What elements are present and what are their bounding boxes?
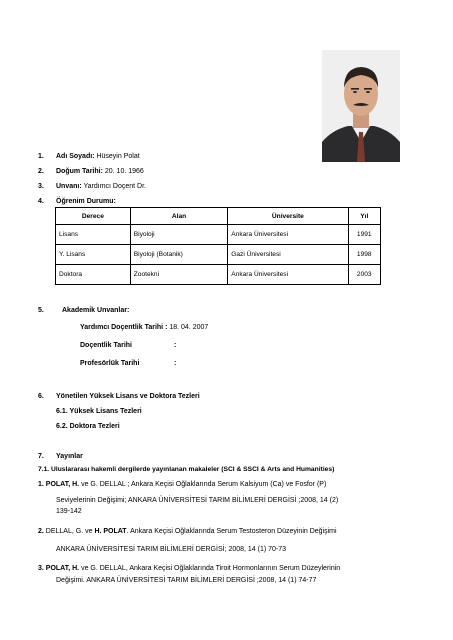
- asst-prof-label: Yardımcı Doçentlik Tarihi :: [80, 324, 168, 331]
- publication-2: [38, 527, 337, 537]
- name-label: Adı Soyadı:: [56, 153, 95, 160]
- portrait-illustration: [322, 50, 400, 162]
- pub-text: ve G. DELLAL, Ankara Keçisi Oğlaklarında Tiroit Hormonlarının Serum Düzeylerinin: [79, 565, 341, 572]
- prof-colon: :: [174, 360, 177, 367]
- item-number: 3.: [38, 183, 44, 190]
- title-label: Unvanı:: [56, 183, 82, 190]
- table-cell: Ankara Üniversitesi: [228, 265, 348, 285]
- pub-text: ve G. DELLAL ; Ankara Keçisi Oğlaklarında Serum Kalsiyum (Ca) ve Fosfor (P): [79, 481, 327, 488]
- title-value: Yardımcı Doçent Dr.: [83, 183, 147, 190]
- table-cell: Biyoloji: [130, 225, 228, 245]
- col-header: Üniversite: [228, 208, 348, 225]
- title-row: [56, 182, 146, 191]
- item-number: 6.: [38, 393, 44, 400]
- pub-number: 2.: [38, 528, 44, 535]
- birth-label: Doğum Tarihi:: [56, 168, 103, 175]
- table-cell: Doktora: [56, 265, 131, 285]
- asst-prof-value: 18. 04. 2007: [169, 324, 209, 331]
- table-row: [56, 265, 381, 285]
- phd-theses-heading: 6.2. Doktora Tezleri: [56, 423, 120, 430]
- table-cell: 2003: [348, 265, 381, 285]
- pub-number: 3.: [38, 565, 44, 572]
- table-cell: Biyoloji (Botanik): [130, 245, 228, 265]
- table-cell: Gazi Üniversitesi: [228, 245, 348, 265]
- birth-row: [56, 167, 144, 176]
- item-number: 4.: [38, 198, 44, 205]
- publication-1-line2: Seviyelerinin Değişimi; ANKARA ÜNİVERSİTESİ TARIM BİLİMLERİ DERGİSİ ;2008, 14 (2): [56, 497, 339, 504]
- birth-value: 20. 10. 1966: [104, 168, 144, 175]
- pub-author: H. POLAT: [94, 528, 127, 535]
- theses-heading: Yönetilen Yüksek Lisans ve Doktora Tezleri: [56, 393, 200, 400]
- education-label: Öğrenim Durumu:: [56, 198, 116, 205]
- pub-text: DELLAL, G. ve: [43, 528, 95, 535]
- table-cell: Ankara Üniversitesi: [228, 225, 348, 245]
- col-header: Alan: [130, 208, 228, 225]
- asst-prof-row: [80, 323, 208, 332]
- table-cell: Y. Lisans: [56, 245, 131, 265]
- pub-number: 1.: [38, 481, 44, 488]
- item-number: 2.: [38, 168, 44, 175]
- publication-3: [38, 564, 340, 574]
- pub-text: . Ankara Keçisi Oğlaklarında Serum Testosteron Düzeyinin Değişimi: [126, 528, 337, 535]
- col-header: Yıl: [348, 208, 381, 225]
- academic-heading: Akademik Unvanlar:: [62, 307, 130, 314]
- table-cell: 1991: [348, 225, 381, 245]
- education-table: [55, 207, 381, 285]
- table-cell: 1998: [348, 245, 381, 265]
- table-cell: Zootekni: [130, 265, 228, 285]
- item-number: 5.: [38, 307, 44, 314]
- item-number: 7.: [38, 453, 44, 460]
- table-row: [56, 225, 381, 245]
- item-number: 1.: [38, 153, 44, 160]
- table-row: [56, 245, 381, 265]
- table-header-row: [56, 208, 381, 225]
- portrait-photo: [322, 50, 400, 162]
- ms-theses-heading: 6.1. Yüksek Lisans Tezleri: [56, 408, 142, 415]
- publication-2-line2: ANKARA ÜNİVERSİTESİ TARIM BİLİMLERİ DERGİSİ; 2008, 14 (1) 70-73: [56, 546, 287, 553]
- table-cell: Lisans: [56, 225, 131, 245]
- name-row: [56, 152, 140, 161]
- pub-author: POLAT, H.: [45, 565, 80, 572]
- pub-author: POLAT, H.: [45, 481, 80, 488]
- col-header: Derece: [56, 208, 131, 225]
- assoc-prof-colon: :: [174, 342, 177, 349]
- publications-subheading: 7.1. Uluslararası hakemli dergilerde yayınlanan makaleler (SCI & SSCI & Arts and Humanities): [38, 466, 335, 473]
- publication-1: [38, 480, 326, 490]
- publication-1-line3: 139-142: [56, 508, 82, 515]
- publication-3-line2: Değişimi. ANKARA ÜNİVERSİTESİ TARIM BİLİMLERİ DERGİSİ ;2008, 14 (1) 74-77: [56, 577, 317, 584]
- prof-label: Profesörlük Tarihi: [80, 360, 140, 367]
- publications-heading: Yayınlar: [56, 453, 83, 460]
- name-value: Hüseyin Polat: [96, 153, 140, 160]
- assoc-prof-label: Doçentlik Tarihi: [80, 342, 132, 349]
